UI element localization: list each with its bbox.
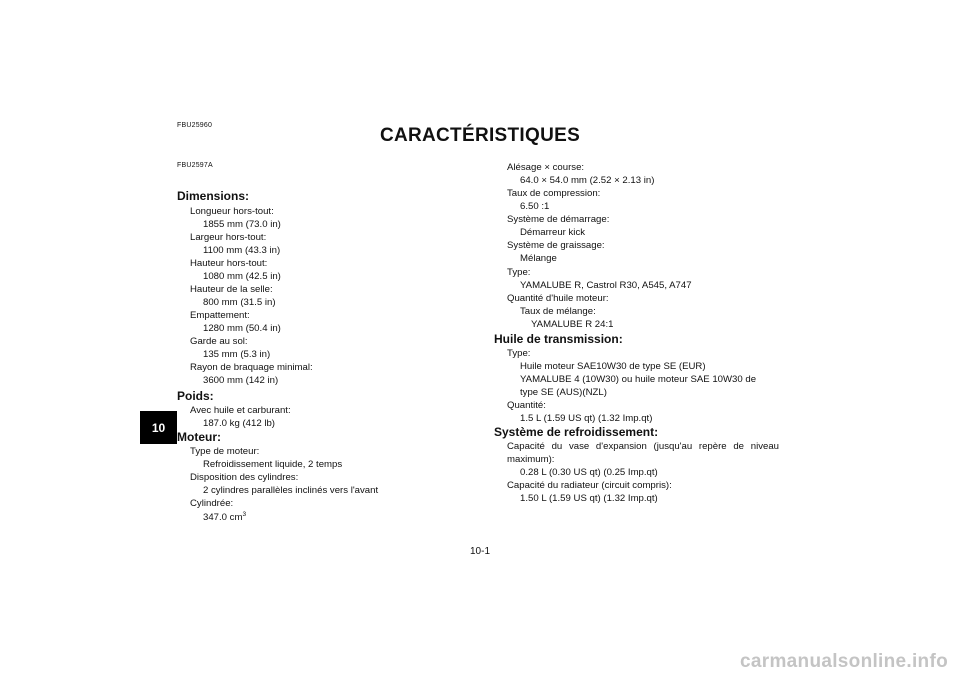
spec-value: 1.5 L (1.59 US qt) (1.32 Imp.qt) [520, 413, 653, 424]
spec-label: Hauteur hors-tout: [190, 258, 268, 269]
spec-label: Type: [507, 267, 531, 278]
spec-label: Disposition des cylindres: [190, 472, 299, 483]
spec-value: Huile moteur SAE10W30 de type SE (EUR) [520, 361, 706, 372]
section-heading-engine: Moteur: [177, 430, 221, 444]
spec-value: 1080 mm (42.5 in) [203, 271, 281, 282]
spec-value: 6.50 :1 [520, 201, 550, 212]
spec-label: Garde au sol: [190, 336, 248, 347]
spec-value: Refroidissement liquide, 2 temps [203, 459, 343, 470]
section-heading-weight: Poids: [177, 389, 214, 403]
spec-value: 800 mm (31.5 in) [203, 297, 276, 308]
spec-label: Capacité du radiateur (circuit compris): [507, 480, 672, 491]
spec-value: 1280 mm (50.4 in) [203, 323, 281, 334]
spec-value: 187.0 kg (412 lb) [203, 418, 275, 429]
spec-label: Avec huile et carburant: [190, 405, 291, 416]
displacement-value: 347.0 cm [203, 512, 243, 523]
title-reference-code: FBU25960 [177, 122, 213, 129]
spec-label: Rayon de braquage minimal: [190, 362, 313, 373]
section-heading-cooling: Système de refroidissement: [494, 425, 659, 439]
spec-label: Taux de compression: [507, 188, 601, 199]
spec-label: Système de graissage: [507, 240, 605, 251]
spec-label: Quantité d'huile moteur: [507, 293, 609, 304]
spec-value: type SE (AUS)(NZL) [520, 387, 607, 398]
spec-label: Alésage × course: [507, 162, 585, 173]
spec-label: Cylindrée: [190, 498, 234, 509]
spec-label: Largeur hors-tout: [190, 232, 267, 243]
chapter-tab: 10 [140, 411, 177, 444]
spec-label: Taux de mélange: [520, 306, 596, 317]
spec-label: Système de démarrage: [507, 214, 610, 225]
spec-label: maximum): [507, 454, 555, 465]
page-title: CARACTÉRISTIQUES [379, 125, 581, 146]
spec-value: 64.0 × 54.0 mm (2.52 × 2.13 in) [520, 175, 655, 186]
spec-value: 135 mm (5.3 in) [203, 349, 271, 360]
watermark: carmanualsonline.info [740, 651, 948, 672]
spec-value: YAMALUBE 4 (10W30) ou huile moteur SAE 10W30 de [520, 374, 757, 385]
spec-value: 0.28 L (0.30 US qt) (0.25 Imp.qt) [520, 467, 658, 478]
spec-label: Longueur hors-tout: [190, 206, 274, 217]
section-heading-dimensions: Dimensions: [177, 189, 250, 203]
spec-label: Capacité du vase d'expansion (jusqu'au repère de niveau [507, 441, 779, 452]
section-heading-transmission: Huile de transmission: [494, 332, 623, 346]
spec-label: Empattement: [190, 310, 250, 321]
spec-value [203, 511, 246, 524]
page-number: 10-1 [469, 546, 490, 557]
spec-label: Type de moteur: [190, 446, 260, 457]
spec-value: 1100 mm (43.3 in) [203, 245, 281, 256]
spec-value: Mélange [520, 253, 557, 264]
spec-label: Hauteur de la selle: [190, 284, 273, 295]
spec-value: 1.50 L (1.59 US qt) (1.32 Imp.qt) [520, 493, 658, 504]
spec-value: Démarreur kick [520, 227, 586, 238]
spec-value: 3600 mm (142 in) [203, 375, 279, 386]
cubic-exponent: 3 [242, 510, 247, 518]
spec-value: 2 cylindres parallèles inclinés vers l'avant [203, 485, 379, 496]
spec-label: Quantité: [507, 400, 546, 411]
spec-value: YAMALUBE R, Castrol R30, A545, A747 [520, 280, 692, 291]
spec-value: 1855 mm (73.0 in) [203, 219, 281, 230]
section-reference-code: FBU2597A [177, 162, 213, 169]
spec-value: YAMALUBE R 24:1 [531, 319, 614, 330]
spec-label: Type: [507, 348, 531, 359]
